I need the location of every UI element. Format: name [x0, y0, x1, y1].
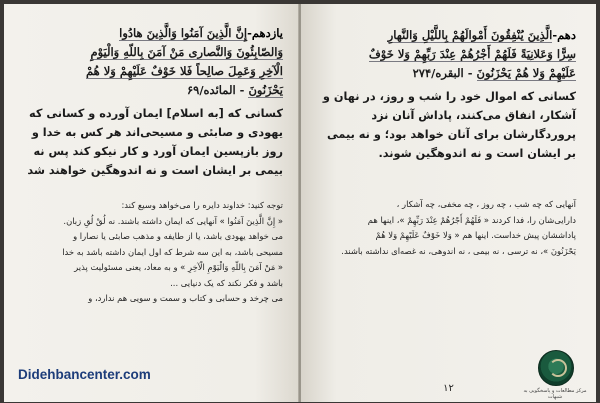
center-logo [520, 350, 590, 400]
verse-reference: - البقره/۲۷۴ [412, 66, 473, 80]
translation-line: روز بازپسین ایمان آورد و کار نیکو کند پس نه [33, 145, 283, 158]
verse-line [26, 43, 283, 62]
translation-line: پروردگارشان برای آنان خواهد بود؛ و نه بیمی [327, 128, 576, 141]
verse-line [315, 26, 576, 45]
commentary-line: می چرخد و حسابی و کتاب و سمت و سویی هم ندارد، و [88, 293, 283, 303]
right-commentary [315, 197, 576, 259]
translation-line: یهودی و صابئی و مسیحی‌اند هر کس به خدا و [31, 126, 283, 139]
verse-marker: یازدهم- [247, 26, 283, 40]
page-number: ۱۲ [443, 383, 454, 394]
right-page [301, 4, 596, 402]
translation-line: کسانی که [به اسلام] ایمان آورده و کسانی که [29, 107, 283, 120]
verse-text: الَّذِینَ یُنْفِقُونَ أَمْوالَهُمْ بِاللَّیْلِ وَالنَّهارِ [387, 28, 553, 42]
open-book [4, 4, 596, 402]
verse-line [26, 62, 283, 81]
verse-marker: دهم- [552, 28, 576, 42]
left-commentary [26, 198, 283, 307]
translation-line: آشکار، انفاق می‌کنند، پاداش آنان نزد [371, 109, 576, 122]
translation-line: بر ایشان است و نه اندوهگین شوند. [378, 147, 576, 160]
site-watermark: Didehbancenter.com [18, 367, 151, 382]
left-arabic-verse [26, 24, 283, 100]
commentary-line: پاداششان پیش خداست. اینها هم « وَلا خَوْفٌ عَلَیْهِمْ وَلا هُمْ [375, 230, 576, 240]
verse-text: إِنَّ الَّذِینَ آمَنُوا وَالَّذِینَ هادُوا [119, 26, 248, 40]
logo-caption: مرکز مطالعات و پاسخگویی به شبهات [523, 388, 587, 400]
commentary-line: مسیحی باشد، به این سه شرط که اول ایمان داشته باشد به خدا [62, 246, 283, 257]
right-translation [315, 87, 576, 163]
verse-line [315, 64, 576, 83]
commentary-line: دارایی‌شان را، فدا کردند « فَلَهُمْ أَجْرُهُمْ عِنْدَ رَبِّهِمْ »، اینها هم [367, 214, 576, 225]
verse-text: سِرًّا وَعَلانِیَةً فَلَهُمْ أَجْرُهُمْ عِنْدَ رَبِّهِمْ وَلا خَوْفٌ [368, 47, 576, 61]
left-translation [26, 104, 283, 180]
verse-text: وَالصّابِئُونَ وَالنَّصاری مَنْ آمَنَ بِاللّهِ وَالْیَوْمِ [90, 45, 283, 59]
commentary-line: یَحْزَنُونَ »، نه ترسی ، نه بیمی ، نه اندوهی، نه غصه‌ای نداشته باشند. [341, 245, 576, 256]
verse-line [26, 24, 283, 43]
verse-line [26, 81, 283, 100]
right-arabic-verse [315, 26, 576, 83]
translation-line: کسانی که اموال خود را شب و روز، در نهان و [322, 90, 576, 103]
verse-line [315, 45, 576, 64]
commentary-line: « إِنَّ الَّذِینَ آمَنُوا » آنهایی که ایمان داشته باشند. نه لُقْ لُقِ زبان. [63, 215, 283, 226]
commentary-line: باشد و فکر نکند که یک دنیایی ... [170, 277, 283, 288]
verse-text: عَلَیْهِمْ وَلا هُمْ یَحْزَنُونَ [476, 66, 576, 80]
left-page [4, 4, 299, 402]
commentary-line: آنهایی که چه شب ، چه روز ، چه مخفی، چه آشکار ، [396, 199, 576, 209]
logo-emblem-icon [538, 350, 574, 386]
verse-reference: - المائده/۶۹ [186, 83, 245, 97]
translation-line: بیمی بر ایشان است و نه اندوهگین خواهند شد [27, 164, 283, 177]
commentary-line: توجه کنید: خداوند دایره را می‌خواهد وسیع کند: [121, 200, 283, 210]
verse-text: یَحْزَنُونَ [248, 83, 283, 97]
commentary-line: « مَنْ آمَنَ بِاللّهِ وَالْیَوْمِ الْآخِرِ » و به معاد، یعنی مسئولیت پذیر [74, 262, 283, 272]
commentary-line: می خواهد یهودی باشد، یا از طایفه و مذهب صابئی یا نصارا و [73, 231, 283, 241]
verse-text: الْآخِرِ وَعَمِلَ صالِحاً فَلا خَوْفٌ عَلَیْهِمْ وَلا هُمْ [86, 64, 283, 78]
